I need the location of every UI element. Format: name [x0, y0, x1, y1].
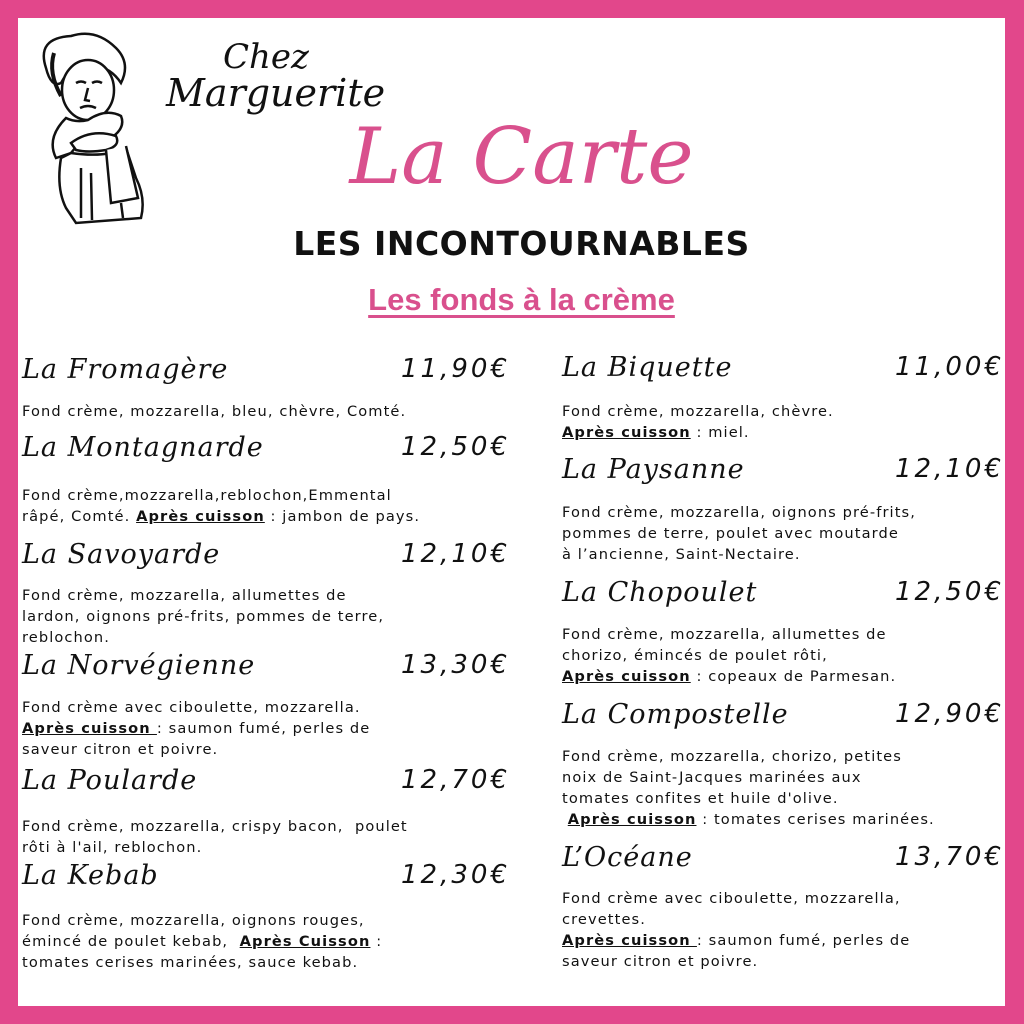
- item-description: [562, 624, 896, 687]
- subtitle: LES INCONTOURNABLES: [293, 224, 750, 263]
- description-line: [562, 951, 910, 972]
- description-text: Fond crème, mozzarella, oignons rouges,: [22, 912, 365, 929]
- description-line: [562, 544, 916, 565]
- description-line: [562, 767, 935, 788]
- item-price: 13,30€: [401, 650, 510, 680]
- apres-cuisson-label: Après Cuisson: [239, 933, 371, 950]
- description-text: : tomates cerises marinées.: [696, 811, 935, 828]
- description-text: Fond crème, mozzarella, crispy bacon, poulet: [22, 818, 408, 835]
- description-text: râpé, Comté.: [22, 508, 137, 525]
- section-heading-text: Les fonds à la crème: [368, 282, 675, 317]
- description-line: [22, 585, 384, 606]
- description-line: [22, 952, 382, 973]
- item-name: La Paysanne: [562, 454, 745, 485]
- description-line: [22, 739, 370, 760]
- description-text: Fond crème, mozzarella, oignons pré-frits,: [562, 504, 916, 521]
- description-line: [22, 837, 408, 858]
- description-line: [22, 931, 382, 952]
- description-text: Fond crème, mozzarella, bleu, chèvre, Comté.: [22, 403, 407, 420]
- item-name: La Fromagère: [22, 354, 229, 385]
- description-line: [22, 401, 406, 422]
- apres-cuisson-label: Après cuisson: [562, 424, 691, 441]
- description-text: à l’ancienne, Saint-Nectaire.: [562, 546, 801, 563]
- item-description: [22, 697, 370, 760]
- section-heading: [18, 282, 1005, 318]
- description-line: [562, 930, 910, 951]
- item-name: L’Océane: [562, 842, 693, 873]
- apres-cuisson-label: Après cuisson: [562, 668, 691, 685]
- description-text: saveur citron et poivre.: [22, 741, 219, 758]
- description-text: Fond crème, mozzarella, allumettes de: [22, 587, 347, 604]
- item-price: 12,90€: [895, 699, 1004, 729]
- item-description: [22, 910, 382, 973]
- description-text: émincé de poulet kebab,: [22, 933, 240, 950]
- description-text: tomates confites et huile d'olive.: [562, 790, 839, 807]
- item-name: La Norvégienne: [22, 650, 256, 681]
- description-line: [562, 809, 935, 830]
- description-text: : jambon de pays.: [264, 508, 421, 525]
- item-price: 12,10€: [895, 454, 1004, 484]
- description-line: [562, 666, 896, 687]
- description-text: :: [370, 933, 383, 950]
- item-name: La Savoyarde: [22, 539, 221, 570]
- item-price: 11,00€: [895, 352, 1004, 382]
- item-price: 13,70€: [895, 842, 1004, 872]
- description-text: saveur citron et poivre.: [562, 953, 759, 970]
- description-text: lardon, oignons pré-frits, pommes de terre,: [22, 608, 385, 625]
- item-description: [562, 401, 834, 443]
- description-line: [22, 627, 384, 648]
- item-description: [562, 502, 916, 565]
- description-text: chorizo, émincés de poulet rôti,: [562, 647, 828, 664]
- apres-cuisson-label: Après cuisson: [562, 932, 697, 949]
- description-text: noix de Saint-Jacques marinées aux: [562, 769, 862, 786]
- description-text: Fond crème avec ciboulette, mozzarella.: [22, 699, 361, 716]
- item-description: [562, 888, 910, 972]
- description-text: Fond crème, mozzarella, chorizo, petites: [562, 748, 902, 765]
- description-line: [22, 718, 370, 739]
- page-title: La Carte: [349, 112, 694, 202]
- item-name: La Kebab: [22, 860, 159, 891]
- description-line: [562, 909, 910, 930]
- description-line: [22, 606, 384, 627]
- apres-cuisson-label: Après cuisson: [567, 811, 697, 828]
- item-description: [22, 585, 384, 648]
- description-text: rôti à l'ail, reblochon.: [22, 839, 203, 856]
- description-text: tomates cerises marinées, sauce kebab.: [22, 954, 359, 971]
- item-price: 12,70€: [401, 765, 510, 795]
- description-line: [562, 624, 896, 645]
- description-text: : miel.: [690, 424, 750, 441]
- brand-marguerite: Marguerite: [166, 71, 386, 115]
- description-line: [562, 502, 916, 523]
- description-line: [562, 788, 935, 809]
- description-line: [562, 523, 916, 544]
- item-name: La Poularde: [22, 765, 198, 796]
- description-text: Fond crème, mozzarella, chèvre.: [562, 403, 834, 420]
- brand-chez: Chez: [223, 37, 309, 77]
- item-price: 12,50€: [895, 577, 1004, 607]
- description-line: [22, 485, 420, 506]
- description-line: [562, 746, 935, 767]
- description-text: pommes de terre, poulet avec moutarde: [562, 525, 899, 542]
- item-description: [22, 401, 406, 422]
- description-line: [22, 697, 370, 718]
- item-description: [22, 485, 420, 527]
- description-text: : copeaux de Parmesan.: [690, 668, 897, 685]
- item-price: 12,50€: [401, 432, 510, 462]
- item-name: La Montagnarde: [22, 432, 264, 463]
- description-text: Fond crème avec ciboulette, mozzarella,: [562, 890, 901, 907]
- description-line: [22, 816, 408, 837]
- description-text: : saumon fumé, perles de: [696, 932, 911, 949]
- description-line: [562, 422, 834, 443]
- description-text: : saumon fumé, perles de: [156, 720, 371, 737]
- description-line: [562, 645, 896, 666]
- item-name: La Biquette: [562, 352, 733, 383]
- item-price: 12,30€: [401, 860, 510, 890]
- description-text: crevettes.: [562, 911, 646, 928]
- item-price: 12,10€: [401, 539, 510, 569]
- description-line: [562, 888, 910, 909]
- item-price: 11,90€: [401, 354, 510, 384]
- description-line: [22, 506, 420, 527]
- description-text: Fond crème,mozzarella,reblochon,Emmental: [22, 487, 392, 504]
- description-line: [562, 401, 834, 422]
- item-description: [562, 746, 935, 830]
- description-line: [22, 910, 382, 931]
- description-text: Fond crème, mozzarella, allumettes de: [562, 626, 887, 643]
- item-name: La Chopoulet: [562, 577, 758, 608]
- menu-sheet: [18, 18, 1005, 1006]
- item-description: [22, 816, 408, 858]
- description-text: reblochon.: [22, 629, 110, 646]
- apres-cuisson-label: Après cuisson: [136, 508, 265, 525]
- item-name: La Compostelle: [562, 699, 789, 730]
- apres-cuisson-label: Après cuisson: [22, 720, 157, 737]
